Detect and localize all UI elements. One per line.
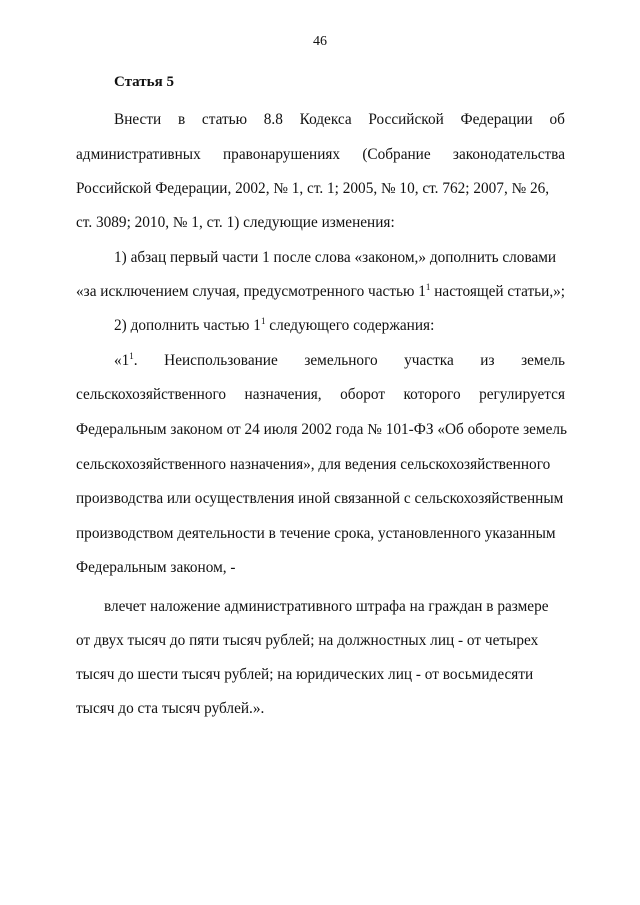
word: Федерации — [460, 111, 533, 128]
word: земель — [521, 352, 565, 369]
amendment-1-line-2 — [76, 282, 565, 302]
new-part-line-7: Федеральным законом, - — [76, 559, 236, 576]
text-segment: «1 — [114, 352, 130, 369]
word: (Собрание — [362, 146, 431, 163]
word: Российской — [368, 111, 444, 128]
part-number — [114, 351, 138, 371]
word: назначения, — [244, 386, 322, 403]
word: статью — [201, 111, 248, 128]
text-segment: настоящей статьи,»; — [430, 283, 566, 300]
word: Кодекса — [299, 111, 352, 128]
paragraph-intro-line-2 — [76, 145, 565, 165]
page-number: 46 — [313, 34, 327, 49]
word: правонарушениях — [222, 146, 341, 163]
word: об — [549, 111, 565, 128]
word: Неиспользование — [164, 352, 278, 369]
sanction-line-3: тысяч до шести тысяч рублей; на юридических лиц - от восьмидесяти — [76, 666, 534, 683]
word: участка — [404, 352, 454, 369]
sanction-line-1: влечет наложение административного штрафа на граждан в размере — [104, 598, 549, 615]
word: в — [177, 111, 186, 128]
text-segment: «за исключением случая, предусмотренного частью 1 — [76, 283, 426, 300]
superscript: 1 — [260, 316, 266, 326]
superscript: 1 — [425, 282, 431, 292]
word: 8.8 — [263, 111, 283, 128]
sanction-line-4: тысяч до ста тысяч рублей.». — [76, 700, 265, 717]
new-part-line-3: Федеральным законом от 24 июля 2002 года № 101-ФЗ «Об обороте земель — [76, 421, 568, 438]
word: регулируется — [479, 386, 565, 403]
text-segment: 2) дополнить частью 1 — [114, 317, 261, 334]
word: которого — [403, 386, 461, 403]
sanction-line-2: от двух тысяч до пяти тысяч рублей; на должностных лиц - от четырех — [76, 632, 539, 649]
word: Внести — [114, 111, 162, 128]
amendment-1-line-1: 1) абзац первый части 1 после слова «законом,» дополнить словами — [114, 249, 557, 266]
new-part-line-6: производством деятельности в течение срока, установленного указанным — [76, 525, 556, 542]
paragraph-intro-line-1 — [114, 110, 565, 130]
new-part-line-1 — [114, 351, 565, 371]
article-title: Статья 5 — [114, 74, 174, 90]
paragraph-intro-line-4: ст. 3089; 2010, № 1, ст. 1) следующие изменения: — [76, 214, 395, 231]
word: административных — [76, 146, 201, 163]
amendment-2-line-1 — [114, 316, 565, 336]
paragraph-intro-line-3: Российской Федерации, 2002, № 1, ст. 1; 2005, № 10, ст. 762; 2007, № 26, — [76, 180, 550, 197]
word: законодательства — [452, 146, 565, 163]
new-part-line-2 — [76, 385, 565, 405]
superscript: 1 — [129, 351, 134, 361]
word: сельскохозяйственного — [76, 386, 227, 403]
new-part-line-5: производства или осуществления иной связанной с сельскохозяйственным — [76, 490, 564, 507]
word: земельного — [304, 352, 378, 369]
text-segment: . — [133, 352, 138, 369]
word: из — [480, 352, 495, 369]
word: оборот — [340, 386, 386, 403]
new-part-line-4: сельскохозяйственного назначения», для ведения сельскохозяйственного — [76, 456, 551, 473]
text-segment: следующего содержания: — [265, 317, 435, 334]
